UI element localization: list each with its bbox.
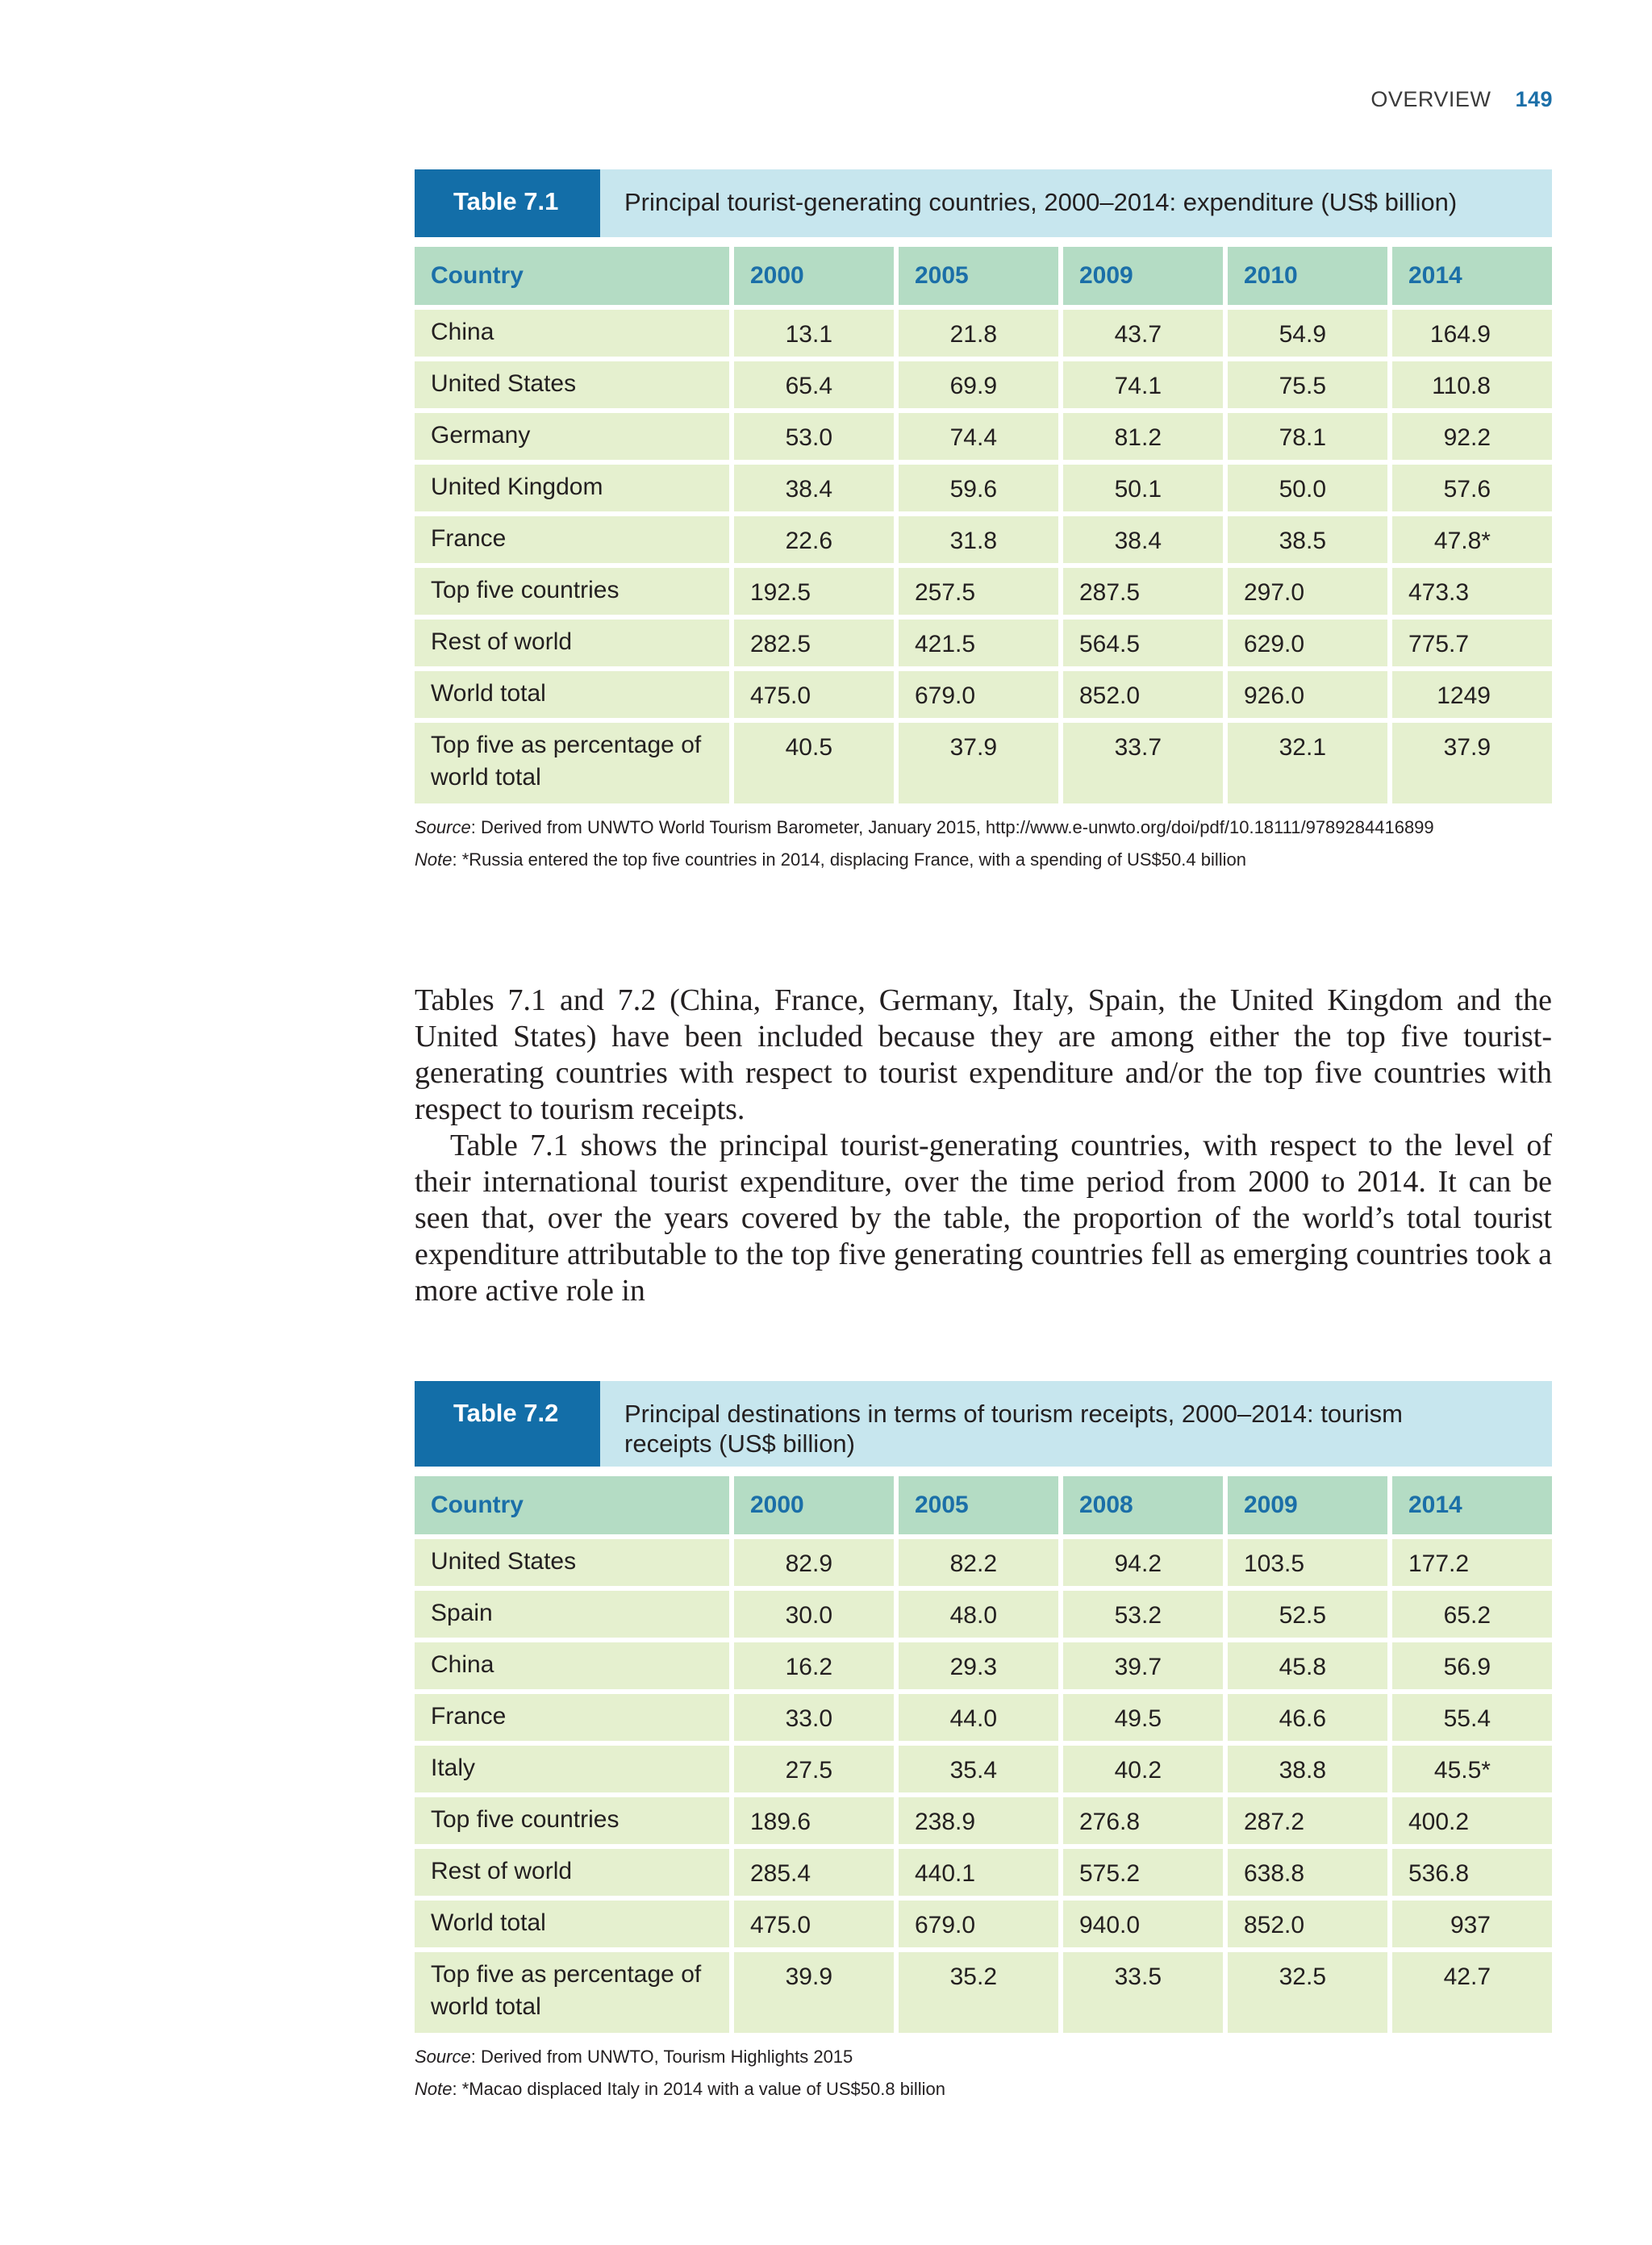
value-cell: 55.4: [1392, 1694, 1552, 1741]
value-cell: 287.2: [1228, 1797, 1387, 1844]
country-cell: United States: [415, 361, 729, 408]
value-cell: 287.5: [1063, 568, 1223, 615]
value-cell: 926.0: [1228, 671, 1387, 718]
paragraph: Tables 7.1 and 7.2 (China, France, Germany, Italy, Spain, the United Kingdom and the United States) have been included because they are among either the top five tourist-generating countries with respect to tourist expenditure and/or the top five countries with respect to tourism receipts.: [415, 983, 1552, 1126]
value-cell: 192.5: [734, 568, 894, 615]
table-row: [415, 1642, 1552, 1689]
table-caption: [415, 169, 1552, 237]
value-cell: 54.9: [1228, 310, 1387, 357]
table-source: Source: Derived from UNWTO World Tourism Barometer, January 2015, http://www.e-unwto.org/doi/pdf/10.18111/9789284416899: [415, 817, 1434, 837]
table-row: [415, 413, 1552, 460]
table-caption: [415, 1381, 1552, 1467]
value-cell: 43.7: [1063, 310, 1223, 357]
value-cell: 189.6: [734, 1797, 894, 1844]
table-row: [415, 361, 1552, 408]
column-header: 2005: [899, 1476, 1058, 1534]
value-cell: 69.9: [899, 361, 1058, 408]
value-cell: 39.7: [1063, 1642, 1223, 1689]
value-cell: 47.8*: [1392, 516, 1552, 563]
value-cell: 629.0: [1228, 620, 1387, 666]
table-title: Principal tourist-generating countries, 2000–2014: expenditure (US$ billion): [624, 188, 1458, 216]
value-cell: 238.9: [899, 1797, 1058, 1844]
table-7-1: [415, 169, 1552, 876]
value-cell: 475.0: [734, 671, 894, 718]
table-row: [415, 723, 1552, 803]
country-cell: Top five countries: [415, 1797, 729, 1844]
table-note: Note: *Macao displaced Italy in 2014 with a value of US$50.8 billion: [415, 2079, 945, 2099]
value-cell: 33.7: [1063, 723, 1223, 803]
table-row: [415, 1746, 1552, 1792]
value-cell: 45.8: [1228, 1642, 1387, 1689]
value-cell: 56.9: [1392, 1642, 1552, 1689]
value-cell: 82.2: [899, 1539, 1058, 1586]
value-cell: 29.3: [899, 1642, 1058, 1689]
country-cell: United States: [415, 1539, 729, 1586]
column-header: 2014: [1392, 1476, 1552, 1534]
value-cell: 638.8: [1228, 1849, 1387, 1896]
value-cell: 679.0: [899, 1901, 1058, 1947]
value-cell: 27.5: [734, 1746, 894, 1792]
value-cell: 59.6: [899, 465, 1058, 511]
value-cell: 32.1: [1228, 723, 1387, 803]
value-cell: 31.8: [899, 516, 1058, 563]
table-label: Table 7.1: [415, 169, 600, 237]
value-cell: 440.1: [899, 1849, 1058, 1896]
value-cell: 49.5: [1063, 1694, 1223, 1741]
data-table: [410, 242, 1557, 808]
country-cell: China: [415, 310, 729, 357]
value-cell: 564.5: [1063, 620, 1223, 666]
country-cell: World total: [415, 1901, 729, 1947]
value-cell: 164.9: [1392, 310, 1552, 357]
table-row: [415, 620, 1552, 666]
country-cell: Top five as percentage of world total: [415, 723, 729, 803]
value-cell: 94.2: [1063, 1539, 1223, 1586]
column-header: 2005: [899, 247, 1058, 305]
value-cell: 21.8: [899, 310, 1058, 357]
value-cell: 473.3: [1392, 568, 1552, 615]
country-cell: World total: [415, 671, 729, 718]
value-cell: 81.2: [1063, 413, 1223, 460]
table-source: Source: Derived from UNWTO, Tourism Highlights 2015: [415, 2047, 853, 2067]
running-head: [1370, 87, 1553, 112]
country-cell: Spain: [415, 1591, 729, 1638]
value-cell: 35.4: [899, 1746, 1058, 1792]
column-header: Country: [415, 1476, 729, 1534]
value-cell: 775.7: [1392, 620, 1552, 666]
value-cell: 37.9: [899, 723, 1058, 803]
column-header: 2000: [734, 247, 894, 305]
value-cell: 16.2: [734, 1642, 894, 1689]
table-row: [415, 1539, 1552, 1586]
value-cell: 285.4: [734, 1849, 894, 1896]
table-row: [415, 516, 1552, 563]
country-cell: China: [415, 1642, 729, 1689]
value-cell: 257.5: [899, 568, 1058, 615]
value-cell: 679.0: [899, 671, 1058, 718]
value-cell: 110.8: [1392, 361, 1552, 408]
body-text: [415, 983, 1552, 1309]
value-cell: 46.6: [1228, 1694, 1387, 1741]
value-cell: 32.5: [1228, 1952, 1387, 2033]
value-cell: 276.8: [1063, 1797, 1223, 1844]
country-cell: Rest of world: [415, 620, 729, 666]
header-row: [415, 1476, 1552, 1534]
value-cell: 33.0: [734, 1694, 894, 1741]
table-row: [415, 1849, 1552, 1896]
value-cell: 50.1: [1063, 465, 1223, 511]
column-header: 2009: [1063, 247, 1223, 305]
country-cell: France: [415, 1694, 729, 1741]
value-cell: 44.0: [899, 1694, 1058, 1741]
country-cell: Italy: [415, 1746, 729, 1792]
column-header: Country: [415, 247, 729, 305]
value-cell: 39.9: [734, 1952, 894, 2033]
value-cell: 13.1: [734, 310, 894, 357]
country-cell: Top five countries: [415, 568, 729, 615]
value-cell: 400.2: [1392, 1797, 1552, 1844]
value-cell: 297.0: [1228, 568, 1387, 615]
country-cell: Top five as percentage of world total: [415, 1952, 729, 2033]
value-cell: 35.2: [899, 1952, 1058, 2033]
column-header: 2009: [1228, 1476, 1387, 1534]
value-cell: 37.9: [1392, 723, 1552, 803]
value-cell: 65.2: [1392, 1591, 1552, 1638]
table-row: [415, 1694, 1552, 1741]
table-note: Note: *Russia entered the top five countries in 2014, displacing France, with a spending of US$50.4 billion: [415, 849, 1246, 870]
value-cell: 421.5: [899, 620, 1058, 666]
value-cell: 177.2: [1392, 1539, 1552, 1586]
value-cell: 42.7: [1392, 1952, 1552, 2033]
column-header: 2008: [1063, 1476, 1223, 1534]
value-cell: 75.5: [1228, 361, 1387, 408]
country-cell: United Kingdom: [415, 465, 729, 511]
value-cell: 45.5*: [1392, 1746, 1552, 1792]
value-cell: 852.0: [1228, 1901, 1387, 1947]
value-cell: 74.4: [899, 413, 1058, 460]
table-row: [415, 310, 1552, 357]
column-header: 2014: [1392, 247, 1552, 305]
country-cell: Rest of world: [415, 1849, 729, 1896]
value-cell: 38.8: [1228, 1746, 1387, 1792]
value-cell: 82.9: [734, 1539, 894, 1586]
value-cell: 78.1: [1228, 413, 1387, 460]
value-cell: 40.5: [734, 723, 894, 803]
value-cell: 852.0: [1063, 671, 1223, 718]
value-cell: 475.0: [734, 1901, 894, 1947]
country-cell: France: [415, 516, 729, 563]
table-row: [415, 465, 1552, 511]
column-header: 2000: [734, 1476, 894, 1534]
value-cell: 74.1: [1063, 361, 1223, 408]
data-table: [410, 1471, 1557, 2038]
table-row: [415, 1797, 1552, 1844]
value-cell: 53.2: [1063, 1591, 1223, 1638]
column-header: 2010: [1228, 247, 1387, 305]
value-cell: 38.4: [1063, 516, 1223, 563]
value-cell: 282.5: [734, 620, 894, 666]
value-cell: 38.4: [734, 465, 894, 511]
value-cell: 536.8: [1392, 1849, 1552, 1896]
table-row: [415, 1952, 1552, 2033]
value-cell: 1249: [1392, 671, 1552, 718]
country-cell: Germany: [415, 413, 729, 460]
value-cell: 38.5: [1228, 516, 1387, 563]
value-cell: 92.2: [1392, 413, 1552, 460]
paragraph: Table 7.1 shows the principal tourist-generating countries, with respect to the level of their international tourist expenditure, over the time period from 2000 to 2014. It can be seen that, over the years covered by the table, the proportion of the world’s total tourist expenditure attributable to the top five generating countries fell as emerging countries took a more active role in: [415, 1129, 1552, 1308]
value-cell: 940.0: [1063, 1901, 1223, 1947]
value-cell: 65.4: [734, 361, 894, 408]
value-cell: 52.5: [1228, 1591, 1387, 1638]
header-row: [415, 247, 1552, 305]
value-cell: 575.2: [1063, 1849, 1223, 1896]
value-cell: 30.0: [734, 1591, 894, 1638]
value-cell: 57.6: [1392, 465, 1552, 511]
table-row: [415, 671, 1552, 718]
table-row: [415, 1591, 1552, 1638]
value-cell: 48.0: [899, 1591, 1058, 1638]
section-title: OVERVIEW: [1370, 87, 1491, 111]
value-cell: 103.5: [1228, 1539, 1387, 1586]
value-cell: 33.5: [1063, 1952, 1223, 2033]
page-number: 149: [1515, 87, 1553, 111]
table-row: [415, 1901, 1552, 1947]
table-label: Table 7.2: [415, 1381, 600, 1467]
table-7-2: [415, 1381, 1552, 2105]
table-title: Principal destinations in terms of tourism receipts, 2000–2014: tourism receipts (US$ billion): [624, 1400, 1403, 1458]
table-row: [415, 568, 1552, 615]
value-cell: 22.6: [734, 516, 894, 563]
value-cell: 50.0: [1228, 465, 1387, 511]
value-cell: 40.2: [1063, 1746, 1223, 1792]
value-cell: 53.0: [734, 413, 894, 460]
value-cell: 937: [1392, 1901, 1552, 1947]
